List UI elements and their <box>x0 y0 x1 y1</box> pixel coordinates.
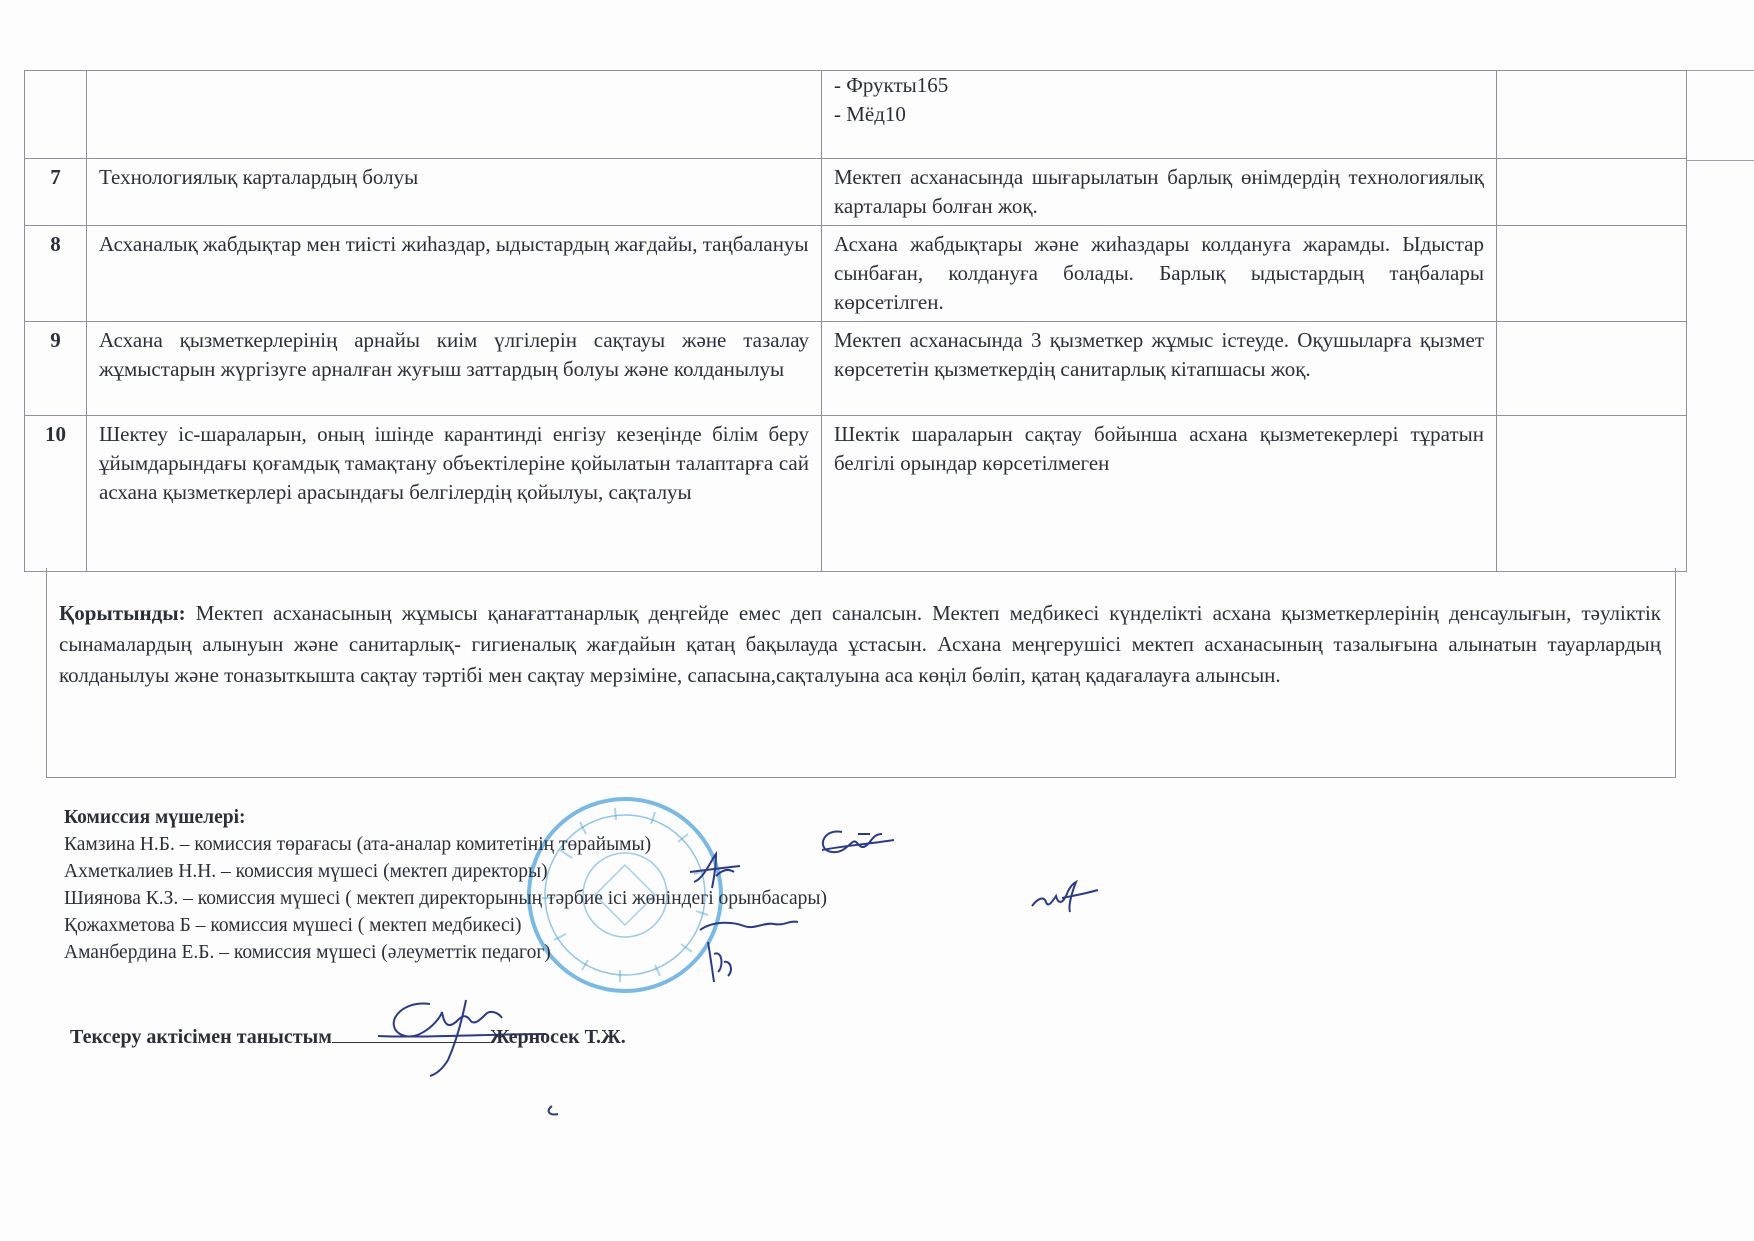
row-number: 7 <box>25 159 87 226</box>
table-row <box>25 322 1687 416</box>
commission-title: Комиссия мүшелері: <box>64 807 246 828</box>
commission-member: Шиянова К.З. – комиссия мүшесі ( мектеп директорының тәрбие ісі жөніндегі орынбасары) <box>64 888 828 909</box>
conclusion-block <box>46 568 1676 778</box>
row-number: 8 <box>25 226 87 322</box>
signature-icon <box>694 910 804 990</box>
signature-icon <box>686 848 746 890</box>
row-finding: Мектеп асханасында 3 қызметкер жұмыс істеуде. Оқушыларға қызмет көрсететін қызметкердің санитарлық кітапшасы жоқ. <box>822 322 1497 416</box>
signature-icon <box>812 820 896 864</box>
conclusion-label: Қорытынды: <box>59 601 186 625</box>
row-note <box>1497 159 1687 226</box>
acknowledgement-line <box>70 1022 626 1049</box>
row-note <box>1497 322 1687 416</box>
row-note <box>1497 71 1687 159</box>
signature-icon <box>1028 876 1102 918</box>
acknowledgement-name: Жерносек Т.Ж. <box>489 1026 626 1048</box>
row-criterion: Асханалық жабдықтар мен тиісті жиһаздар, ыдыстардың жағдайы, таңбалануы <box>87 226 822 322</box>
row-finding: Мектеп асханасында шығарылатын барлық өнімдердің технологиялық карталары болған жоқ. <box>822 159 1497 226</box>
row-criterion <box>87 71 822 159</box>
row-note <box>1497 416 1687 572</box>
commission-member: Қожахметова Б – комиссия мүшесі ( мектеп медбикесі) <box>64 915 522 936</box>
inspection-table <box>24 70 1687 572</box>
table-row <box>25 71 1687 159</box>
row-finding: Асхана жабдықтары және жиһаздары колдануға жарамды. Ыдыстар сынбаған, колдануға болады. Барлық ыдыстардың таңбалары көрсетілген. <box>822 226 1497 322</box>
row-number: 9 <box>25 322 87 416</box>
row-finding: Шектік шараларын сақтау бойынша асхана қызметекерлері тұратын белгілі орындар көрсетілмеген <box>822 416 1497 572</box>
conclusion-text: Мектеп асханасының жұмысы қанағаттанарлық деңгейде емес деп саналсын. Мектеп медбикесі күнделікті асхана қызметкерлерінің денсаулығын, тәуліктік сынамалардың алынуын және санитарлық- гигиеналық жағдайын қатаң бақылауда ұстасын. Асхана меңгерушісі мектеп асханасының тазалығына алынатын тауарлардың колданылуы және тоназыткышта сақтау тәртібі мен сақтау мерзіміне, сапасына,сақталуына аса көңіл бөліп, қатаң қадағалауға алынсын. <box>59 601 1661 687</box>
commission-member: Ахметкалиев Н.Н. – комиссия мүшесі (мектеп директоры) <box>64 861 548 882</box>
finding-line: - Фрукты165 <box>834 73 949 97</box>
commission-block <box>64 804 1164 966</box>
signature-blank <box>332 1022 490 1043</box>
row-criterion: Шектеу іс-шараларын, оның ішінде карантинді енгізу кезеңінде білім беру ұйымдарындағы қоғамдық тамақтану объектілеріне қойылатын талаптарға сай асхана қызметкерлері арасындағы белгілердің қойылуы, сақталуы <box>87 416 822 572</box>
page-edge-line <box>1686 160 1754 161</box>
ink-mark-icon <box>544 1104 564 1118</box>
row-number <box>25 71 87 159</box>
commission-member: Камзина Н.Б. – комиссия төрағасы (ата-аналар комитетінің төрайымы) <box>64 834 652 855</box>
row-number: 10 <box>25 416 87 572</box>
row-note <box>1497 226 1687 322</box>
page-edge-line <box>1686 70 1754 71</box>
table-row <box>25 159 1687 226</box>
table-row <box>25 226 1687 322</box>
finding-line: - Мёд10 <box>834 102 906 126</box>
table-row <box>25 416 1687 572</box>
acknowledgement-label: Тексеру актісімен таныстым <box>70 1026 332 1048</box>
row-finding <box>822 71 1497 159</box>
row-criterion: Технологиялық карталардың болуы <box>87 159 822 226</box>
row-criterion: Асхана қызметкерлерінің арнайы киім үлгілерін сақтауы және тазалау жұмыстарын жүргізуге арналған жуғыш заттардың болуы және колданылуы <box>87 322 822 416</box>
commission-member: Аманбердина Е.Б. – комиссия мүшесі (әлеуметтік педагог) <box>64 942 551 963</box>
